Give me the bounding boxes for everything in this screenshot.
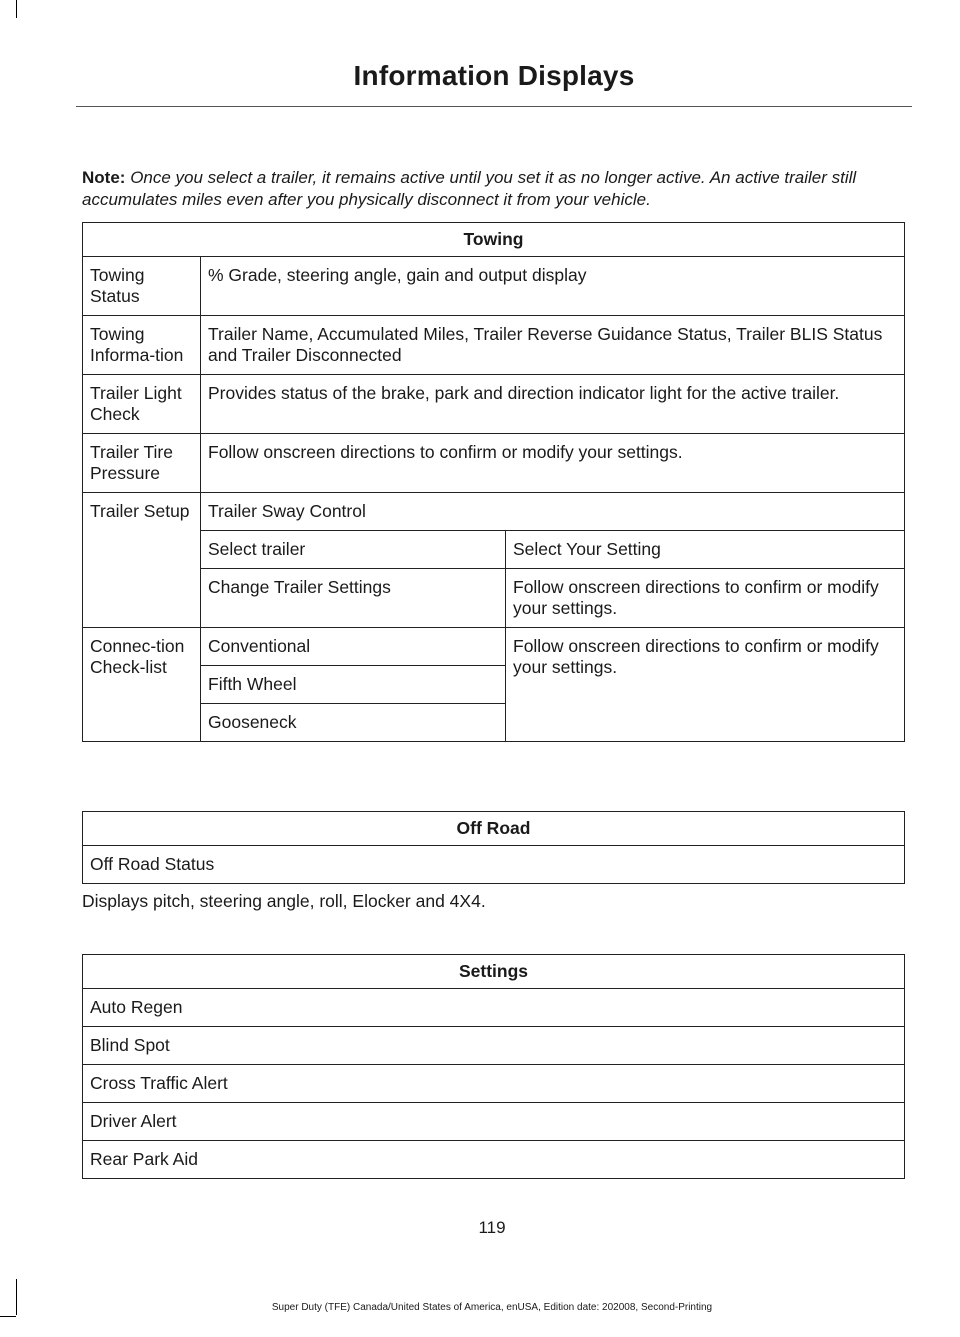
table-row xyxy=(83,846,905,884)
change-trailer-settings-desc: Follow onscreen directions to confirm or modify your settings. xyxy=(506,569,905,628)
connection-option: Fifth Wheel xyxy=(201,666,506,704)
off-road-description: Displays pitch, steering angle, roll, Elocker and 4X4. xyxy=(82,891,486,911)
towing-information-desc: Trailer Name, Accumulated Miles, Trailer Reverse Guidance Status, Trailer BLIS Status and Trailer Disconnected xyxy=(201,316,905,375)
table-header-row xyxy=(83,955,905,989)
footer-edition-text: Super Duty (TFE) Canada/United States of America, enUSA, Edition date: 202008, Second-Printing xyxy=(271,1302,713,1313)
settings-item: Auto Regen xyxy=(83,989,905,1027)
select-trailer-label: Select trailer xyxy=(201,531,506,569)
settings-item: Cross Traffic Alert xyxy=(83,1065,905,1103)
off-road-table xyxy=(82,811,905,884)
towing-status-label: Towing Status xyxy=(83,257,201,316)
table-header-row xyxy=(83,812,905,846)
off-road-status: Off Road Status xyxy=(83,846,905,884)
connection-checklist-label: Connec-tion Check-list xyxy=(83,628,201,742)
off-road-table-title: Off Road xyxy=(83,812,905,846)
table-row xyxy=(83,1141,905,1179)
connection-option: Conventional xyxy=(201,628,506,666)
table-header-row xyxy=(83,223,905,257)
table-row xyxy=(83,1027,905,1065)
note-text: Once you select a trailer, it remains active until you set it as no longer active. An active trailer still accumulates miles even after you physically disconnect it from your vehicle. xyxy=(82,168,857,209)
title-divider xyxy=(76,106,912,107)
page-number: 119 xyxy=(478,1218,506,1237)
towing-table-title: Towing xyxy=(83,223,905,257)
settings-table xyxy=(82,954,905,1179)
trailer-setup-label: Trailer Setup xyxy=(83,493,201,628)
towing-status-desc: % Grade, steering angle, gain and output display xyxy=(201,257,905,316)
table-row xyxy=(83,989,905,1027)
settings-table-title: Settings xyxy=(83,955,905,989)
select-trailer-desc: Select Your Setting xyxy=(506,531,905,569)
change-trailer-settings-label: Change Trailer Settings xyxy=(201,569,506,628)
table-row xyxy=(83,316,905,375)
trailer-tire-pressure-desc: Follow onscreen directions to confirm or modify your settings. xyxy=(201,434,905,493)
settings-item: Driver Alert xyxy=(83,1103,905,1141)
note-label: Note: xyxy=(82,168,126,187)
table-row xyxy=(83,493,905,531)
settings-item: Rear Park Aid xyxy=(83,1141,905,1179)
table-row xyxy=(83,1065,905,1103)
table-row xyxy=(83,434,905,493)
trailer-tire-pressure-label: Trailer Tire Pressure xyxy=(83,434,201,493)
table-row xyxy=(83,257,905,316)
crop-mark-bottom-left-h xyxy=(0,1316,16,1317)
table-row xyxy=(83,1103,905,1141)
page-title: Information Displays xyxy=(353,60,635,91)
trailer-sway-control: Trailer Sway Control xyxy=(201,493,905,531)
settings-item: Blind Spot xyxy=(83,1027,905,1065)
trailer-light-check-desc: Provides status of the brake, park and direction indicator light for the active trailer. xyxy=(201,375,905,434)
trailer-light-check-label: Trailer Light Check xyxy=(83,375,201,434)
towing-information-label: Towing Informa-tion xyxy=(83,316,201,375)
table-row xyxy=(83,628,905,666)
table-row xyxy=(83,531,905,569)
crop-mark-top-left xyxy=(16,0,17,18)
table-row xyxy=(83,375,905,434)
note-paragraph xyxy=(82,167,908,211)
towing-table xyxy=(82,222,905,742)
connection-option: Gooseneck xyxy=(201,704,506,742)
table-row xyxy=(83,569,905,628)
connection-checklist-desc: Follow onscreen directions to confirm or modify your settings. xyxy=(506,628,905,742)
